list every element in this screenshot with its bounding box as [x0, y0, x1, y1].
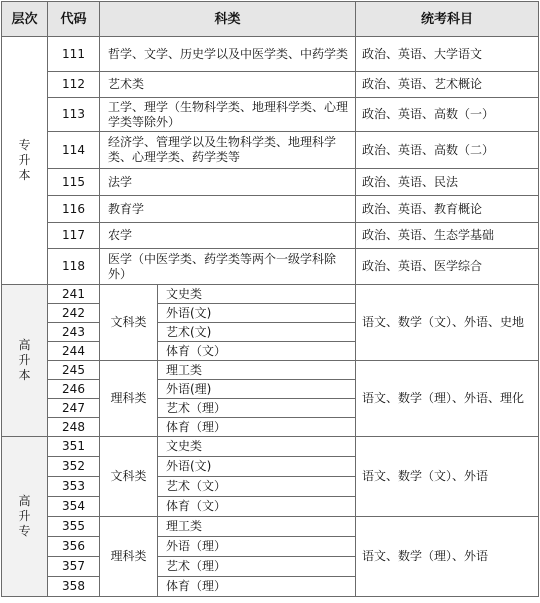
- exam-cell: 政治、英语、艺术概论: [356, 72, 539, 98]
- group-cell: 理科类: [100, 361, 158, 437]
- table-row: [2, 517, 539, 537]
- sub-category-cell: 体育（理）: [158, 577, 356, 597]
- exam-cell: 语文、数学（文）、外语: [356, 437, 539, 517]
- code-cell: 115: [48, 169, 100, 196]
- level-cell-gaoshengben: [2, 285, 48, 437]
- table-row: [2, 132, 539, 169]
- sub-category-cell: 体育（理）: [158, 418, 356, 437]
- code-cell: 114: [48, 132, 100, 169]
- code-cell: 357: [48, 557, 100, 577]
- table-row: [2, 72, 539, 98]
- sub-category-cell: 外语(理): [158, 380, 356, 399]
- sub-category-cell: 外语(文): [158, 457, 356, 477]
- code-cell: 111: [48, 37, 100, 72]
- subject-cell: 农学: [100, 223, 356, 249]
- table-row: [2, 361, 539, 380]
- table-row: [2, 169, 539, 196]
- header-row: [2, 2, 539, 37]
- table-row: [2, 98, 539, 132]
- exam-subjects-table: [1, 1, 539, 597]
- sub-category-cell: 理工类: [158, 517, 356, 537]
- header-exam: 统考科目: [356, 2, 539, 37]
- sub-category-cell: 艺术(文): [158, 323, 356, 342]
- header-level: 层次: [2, 2, 48, 37]
- subject-cell: 经济学、管理学以及生物科学类、地理科学类、心理学类、药学类等: [100, 132, 356, 169]
- table-row: [2, 437, 539, 457]
- level-char: 高: [18, 338, 31, 352]
- sub-category-cell: 体育（文）: [158, 342, 356, 361]
- exam-cell: 政治、英语、民法: [356, 169, 539, 196]
- level-char: 专: [18, 524, 31, 538]
- code-cell: 248: [48, 418, 100, 437]
- table-row: [2, 285, 539, 304]
- header-category: 科类: [100, 2, 356, 37]
- exam-cell: 政治、英语、医学综合: [356, 249, 539, 285]
- exam-cell: 语文、数学（理）、外语: [356, 517, 539, 597]
- subject-cell: 医学（中医学类、药学类等两个一级学科除外）: [100, 249, 356, 285]
- table-row: [2, 249, 539, 285]
- exam-cell: 政治、英语、教育概论: [356, 196, 539, 223]
- level-char: 高: [18, 494, 31, 508]
- code-cell: 246: [48, 380, 100, 399]
- code-cell: 358: [48, 577, 100, 597]
- sub-category-cell: 艺术（理）: [158, 399, 356, 418]
- table-row: [2, 223, 539, 249]
- exam-cell: 政治、英语、高数（二）: [356, 132, 539, 169]
- sub-category-cell: 艺术（理）: [158, 557, 356, 577]
- code-cell: 356: [48, 537, 100, 557]
- code-cell: 352: [48, 457, 100, 477]
- level-cell-zhuanshengben: [2, 37, 48, 285]
- exam-cell: 语文、数学（理）、外语、理化: [356, 361, 539, 437]
- code-cell: 351: [48, 437, 100, 457]
- group-cell: 文科类: [100, 437, 158, 517]
- subject-cell: 教育学: [100, 196, 356, 223]
- code-cell: 113: [48, 98, 100, 132]
- code-cell: 353: [48, 477, 100, 497]
- exam-cell: 政治、英语、高数（一）: [356, 98, 539, 132]
- table-row: [2, 196, 539, 223]
- subject-cell: 哲学、文学、历史学以及中医学类、中药学类: [100, 37, 356, 72]
- sub-category-cell: 艺术（文）: [158, 477, 356, 497]
- header-code: 代码: [48, 2, 100, 37]
- exam-cell: 语文、数学（文）、外语、史地: [356, 285, 539, 361]
- code-cell: 116: [48, 196, 100, 223]
- table-row: [2, 37, 539, 72]
- subject-cell: 法学: [100, 169, 356, 196]
- code-cell: 242: [48, 304, 100, 323]
- sub-category-cell: 文史类: [158, 285, 356, 304]
- sub-category-cell: 理工类: [158, 361, 356, 380]
- exam-cell: 政治、英语、大学语文: [356, 37, 539, 72]
- subject-cell: 工学、理学（生物科学类、地理科学类、心理学类等除外）: [100, 98, 356, 132]
- level-char: 升: [18, 153, 31, 167]
- group-cell: 理科类: [100, 517, 158, 597]
- code-cell: 118: [48, 249, 100, 285]
- code-cell: 241: [48, 285, 100, 304]
- level-char: 本: [18, 368, 31, 382]
- code-cell: 245: [48, 361, 100, 380]
- level-char: 专: [18, 138, 31, 152]
- code-cell: 112: [48, 72, 100, 98]
- subject-cell: 艺术类: [100, 72, 356, 98]
- code-cell: 243: [48, 323, 100, 342]
- sub-category-cell: 体育（文）: [158, 497, 356, 517]
- exam-cell: 政治、英语、生态学基础: [356, 223, 539, 249]
- level-char: 升: [18, 353, 31, 367]
- level-cell-gaoshengzhuan: [2, 437, 48, 597]
- sub-category-cell: 文史类: [158, 437, 356, 457]
- code-cell: 354: [48, 497, 100, 517]
- level-char: 本: [18, 168, 31, 182]
- sub-category-cell: 外语（理）: [158, 537, 356, 557]
- group-cell: 文科类: [100, 285, 158, 361]
- code-cell: 244: [48, 342, 100, 361]
- code-cell: 355: [48, 517, 100, 537]
- code-cell: 247: [48, 399, 100, 418]
- sub-category-cell: 外语(文): [158, 304, 356, 323]
- code-cell: 117: [48, 223, 100, 249]
- level-char: 升: [18, 509, 31, 523]
